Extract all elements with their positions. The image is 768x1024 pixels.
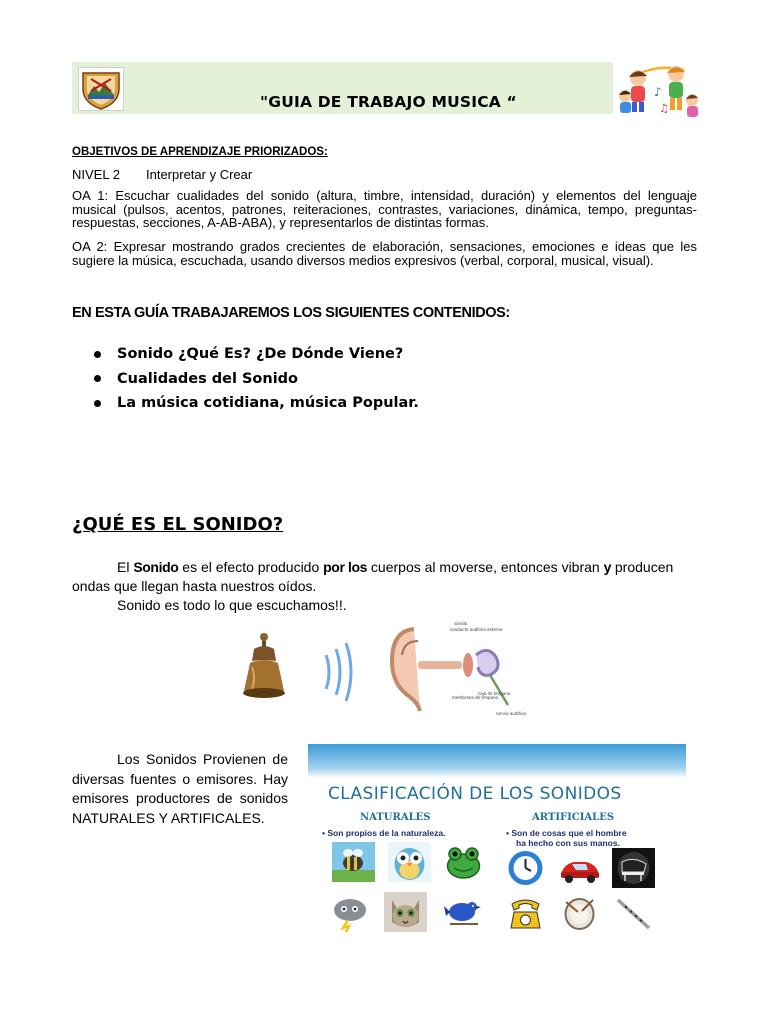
owl-icon	[388, 842, 431, 882]
children-singing-icon	[614, 60, 700, 120]
sound-classification-card	[308, 744, 686, 952]
page-title: "GUIA DE TRABAJO MUSICA “	[260, 93, 517, 111]
sound-summary: Sonido es todo lo que escuchamos!!.	[117, 597, 347, 613]
frog-icon	[442, 842, 485, 882]
drum-icon	[558, 894, 601, 934]
ear-anatomy-icon	[392, 621, 527, 716]
bee-icon	[332, 842, 375, 882]
svg-text:♪: ♪	[654, 85, 662, 99]
storm-cloud-icon	[328, 892, 371, 932]
svg-text:membrana de tímpano: membrana de tímpano	[452, 695, 498, 700]
sound-waves-icon	[326, 643, 351, 701]
bullet-icon	[94, 375, 101, 382]
artificial-heading: ARTIFICIALES	[532, 812, 615, 823]
artificial-note-2: ha hecho con sus manos.	[516, 838, 620, 848]
list-item: Cualidades del Sonido	[94, 367, 419, 392]
objective-oa2: OA 2: Expresar mostrando grados crecientes de elaboración, sensaciones, emociones e ideas que les sugiere la música, escuchada, usando diversos medios expresivos (verbal, corporal, musical, visual).	[72, 239, 697, 268]
objectives-heading: OBJETIVOS DE APRENDIZAJE PRIORIZADOS:	[72, 146, 328, 158]
list-item: Sonido ¿Qué Es? ¿De Dónde Viene?	[94, 342, 419, 367]
contents-heading: EN ESTA GUÍA TRABAJAREMOS LOS SIGUIENTES CONTENIDOS:	[72, 305, 510, 321]
svg-text:♫: ♫	[659, 102, 669, 115]
list-item: La música cotidiana, música Popular.	[94, 391, 419, 416]
sound-definition: El Sonido es el efecto producido por los cuerpos al moverse, entonces vibran y producen ondas que llegan hasta nuestros oídos.	[72, 559, 674, 594]
classification-title: CLASIFICACIÓN DE LOS SONIDOS	[328, 784, 622, 804]
artificial-note-1: • Son de cosas que el hombre	[506, 828, 627, 838]
contents-list	[94, 342, 419, 416]
bluebird-icon	[442, 892, 485, 932]
svg-text:nervio auditivo: nervio auditivo	[496, 711, 526, 716]
objective-oa1: OA 1: Escuchar cualidades del sonido (altura, timbre, intensidad, duración) y elementos del lenguaje musical (pulsos, acentos, patrones, reiteraciones, contrastes, variaciones, dinámica, tempo, preguntas-respuestas, secciones, A-AB-ABA), y representarlos de distintas formas.	[72, 188, 697, 230]
svg-text:sonido: sonido	[454, 621, 468, 626]
level-text: Interpretar y Crear	[146, 167, 253, 182]
school-crest-icon	[78, 67, 124, 111]
svg-text:conducto auditivo externo: conducto auditivo externo	[450, 627, 503, 632]
sound-sources-text: Los Sonidos Provienen de diversas fuentes o emisores. Hay emisores productores de sonidos NATURALES Y ARTIFICALES.	[72, 751, 288, 826]
svg-text:caja de tímpano: caja de tímpano	[478, 691, 511, 696]
card-header-bar	[308, 744, 686, 778]
car-icon	[558, 848, 601, 888]
natural-heading: NATURALES	[360, 812, 431, 823]
clock-icon	[504, 848, 547, 888]
telephone-icon	[504, 894, 547, 934]
natural-note: • Son propios de la naturaleza.	[322, 828, 446, 838]
flute-icon	[612, 894, 655, 934]
sound-illustration	[232, 615, 526, 720]
kitten-icon	[384, 892, 427, 932]
piano-icon	[612, 848, 655, 888]
section-title-sound: ¿QUÉ ES EL SONIDO?	[72, 514, 284, 535]
level-line	[72, 167, 252, 182]
level-label: NIVEL 2	[72, 167, 120, 182]
bullet-icon	[94, 400, 101, 407]
bullet-icon	[94, 351, 101, 358]
bell-icon	[243, 633, 285, 698]
